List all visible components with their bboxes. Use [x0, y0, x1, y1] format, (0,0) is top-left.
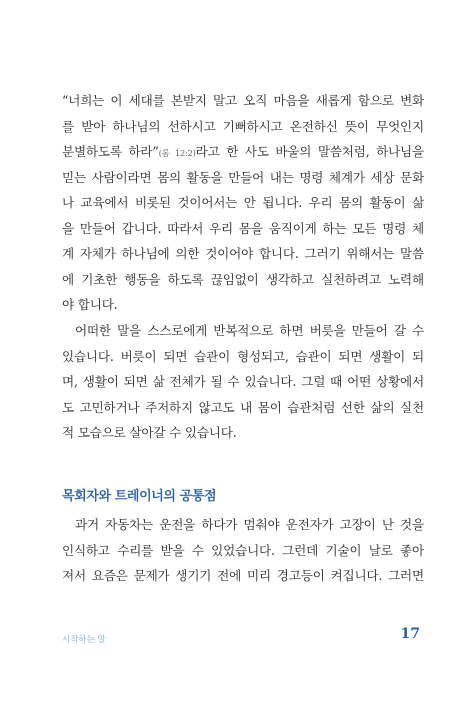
- text-line: 계 자체가 하나님에 의한 것이어야 합니다. 그러기 위해서는 말씀: [62, 246, 424, 261]
- text-segment: 라고 한 사도 바울의 말씀처럼, 하나님을: [195, 144, 424, 159]
- text-line: 과거 자동차는 운전을 하다가 멈춰야 운전자가 고장이 난 것을: [75, 517, 424, 532]
- scripture-reference: (롬 12:2): [158, 149, 196, 159]
- paragraph-3: [62, 512, 424, 589]
- text-line: 져서 요즘은 문제가 생기기 전에 미리 경고등이 켜집니다. 그러면: [62, 568, 424, 583]
- text-line: 야 합니다.: [62, 297, 118, 312]
- text-line: 며, 생활이 되면 삶 전체가 될 수 있습니다. 그럴 때 어떤 상황에서: [62, 374, 424, 389]
- text-line: “너희는 이 세대를 본받지 말고 오직 마음을 새롭게 함으로 변화: [62, 93, 424, 108]
- text-line: 도 고민하거나 주저하지 않고도 내 몸이 습관처럼 선한 삶의 실천: [62, 399, 424, 415]
- paragraph-1: [62, 88, 424, 318]
- paragraph-2: [62, 318, 424, 446]
- text-line: 적 모습으로 살아갈 수 있습니다.: [62, 425, 237, 440]
- text-line: 나 교육에서 비롯된 것이어서는 안 됩니다. 우리 몸의 활동이 삶: [62, 195, 424, 210]
- text-line: 에 기초한 행동을 하도록 끊임없이 생각하고 실천하려고 노력해: [62, 271, 424, 287]
- text-line: 인식하고 수리를 받을 수 있었습니다. 그런데 기술이 날로 좋아: [62, 542, 424, 558]
- text-line-with-reference: [62, 139, 424, 165]
- text-segment: 분별하도록 하라”: [62, 144, 159, 159]
- section-heading: 목회자와 트레이너의 공통점: [62, 489, 217, 504]
- text-line: 어떠한 말을 스스로에게 반복적으로 하면 버릇을 만들어 갈 수: [75, 323, 424, 338]
- text-line: 믿는 사람이라면 몸의 활동을 만들어 내는 명령 체계가 세상 문화: [62, 169, 424, 185]
- text-line: 를 받아 하나님의 선하시고 기뻐하시고 온전하신 뜻이 무엇인지: [62, 118, 424, 134]
- page-number: 17: [400, 626, 420, 642]
- text-line: 있습니다. 버릇이 되면 습관이 형성되고, 습관이 되면 생활이 되: [62, 348, 424, 364]
- running-footer-title: 시작하는 말: [62, 635, 106, 645]
- text-line: 을 만들어 갑니다. 따라서 우리 몸을 움직이게 하는 모든 명령 체: [62, 220, 424, 236]
